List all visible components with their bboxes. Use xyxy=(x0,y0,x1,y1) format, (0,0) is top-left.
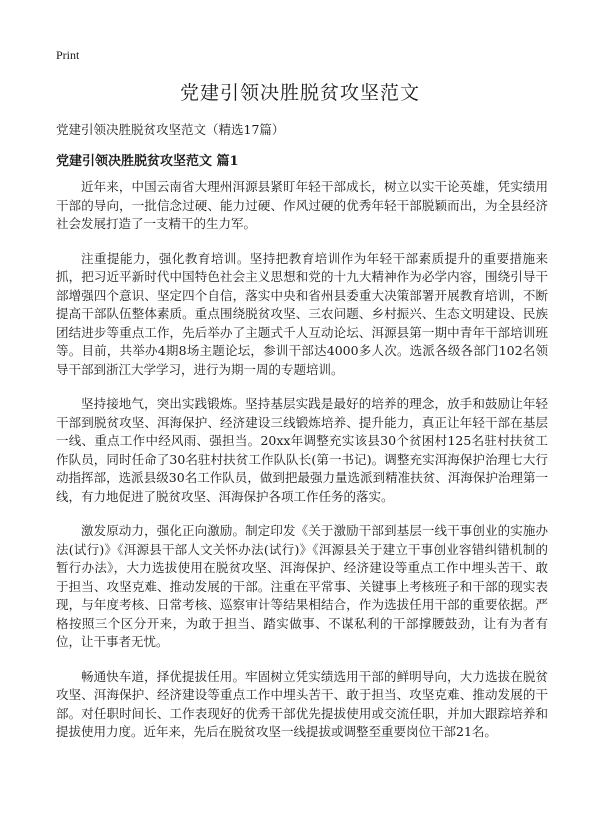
document-title: 党建引领决胜脱贫攻坚范文 xyxy=(179,82,420,104)
paragraph-2: 注重提能力，强化教育培训。坚持把教育培训作为年轻干部素质提升的重要措施来抓，把习近平新时代中国特色社会主义思想和党的十九大精神作为必学内容，围绕引导干部增强四个意识、坚定四个自信，落实中央和省州县委重大决策部署开展教育培训，不断提高干部队伍整体素质。重点围绕脱贫攻坚、三农问题、乡村振兴、生态文明建设、民族团结进步等重点工作，先后举办了主题式千人互动论坛、洱源县第一期中青年干部培训班等。目前，共举办4期8场主题论坛，参训干部达4000多人次。选派各级各部门102名领导干部到浙江大学学习，进行为期一周的专题培训。 xyxy=(56,250,548,377)
paragraph-3: 坚持接地气，突出实践锻炼。坚持基层实践是最好的培养的理念，放手和鼓励让年轻干部到脱贫攻坚、洱海保护、经济建设三线锻炼培养、提升能力，真正让年轻干部在基层一线、重点工作中经风雨、强担当。20xx年调整充实该县30个贫困村125名驻村扶贫工作队员，同时任命了30名驻村扶贫工作队队长(第一书记)。调整充实洱海保护治理七大行动指挥部，选派县级30名工作队员，做到把最强力量选派到精准扶贫、洱海保护治理第一线，有力地促进了脱贫攻坚、洱海保护各项工作任务的落实。 xyxy=(56,396,548,504)
paragraph-4: 激发原动力，强化正向激励。制定印发《关于激励干部到基层一线干事创业的实施办法(试行)》《洱源县干部人文关怀办法(试行)》《洱源县关于建立干事创业容错纠错机制的暂行办法》，大力选拔使用在脱贫攻坚、洱海保护、经济建设等重点工作中埋头苦干、敢于担当、攻坚克难、推动发展的干部。注重在平常事、关键事上考核班子和干部的现实表现，与年度考核、日常考核、巡察审计等结果相结合，作为选拔任用干部的重要依据。严格按照三个区分开来，为敢于担当、踏实做事、不谋私利的干部撑腰鼓劲，让有为者有位，让干事者无忧。 xyxy=(56,523,548,649)
paragraph-1: 近年来，中国云南省大理州洱源县紧盯年轻干部成长，树立以实干论英雄，凭实绩用干部的导向，一批信念过硬、能力过硬、作风过硬的优秀年轻干部脱颖而出，为全县经济社会发展打造了一支精干的生力军。 xyxy=(56,179,548,231)
document-subtitle: 党建引领决胜脱贫攻坚范文（精选17篇） xyxy=(56,122,285,137)
section-heading: 党建引领决胜脱贫攻坚范文 篇1 xyxy=(56,154,239,169)
document-body xyxy=(56,178,548,758)
paragraph-5: 畅通快车道，择优提拔任用。牢固树立凭实绩选用干部的鲜明导向，大力选拔在脱贫攻坚、洱海保护、经济建设等重点工作中埋头苦干、敢于担当、攻坚克难、推动发展的干部。对任职时间长、工作表现好的优秀干部优先提拔使用或交流任职，并加大跟踪培养和提拔使用力度。近年来，先后在脱贫攻坚一线提拔或调整至重要岗位干部21名。 xyxy=(56,668,548,739)
print-label: Print xyxy=(56,48,80,62)
